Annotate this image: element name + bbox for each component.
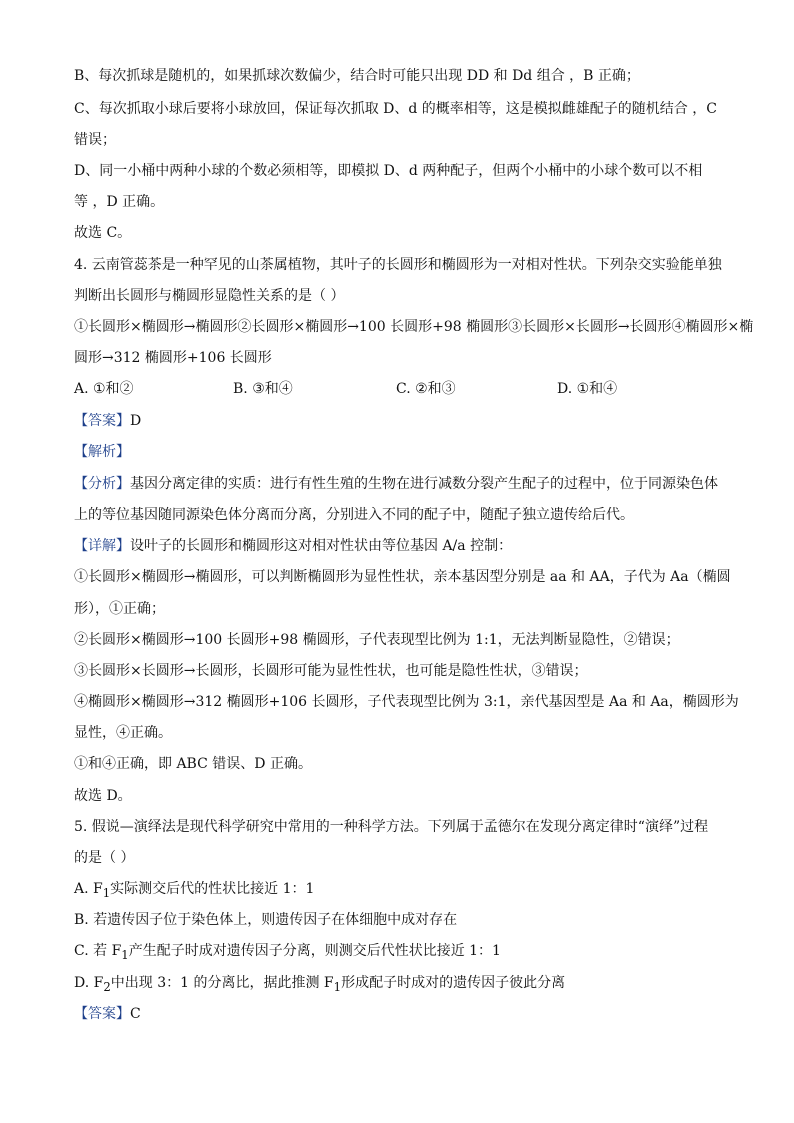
text-line: ②长圆形×椭圆形→100 长圆形+98 椭圆形，子代表现型比例为 1:1，无法判断显隐性，②错误； bbox=[74, 632, 680, 648]
q5-option-c: C. 若 $F_1$产生配子时成对遗传因子分离，则测交后代性状比接近 1：1 bbox=[74, 943, 501, 962]
text-line: D、同一小桶中两种小球的个数必须相等，即模拟 D、d 两种配子，但两个小桶中的小球个数可以不相 bbox=[74, 163, 703, 179]
question-5-stem: 5. 假说—演绎法是现代科学研究中常用的一种科学方法。下列属于孟德尔在发现分离定律时“演绎”过程 bbox=[74, 819, 709, 835]
text-line: ①和④正确，即 ABC 错误、D 正确。 bbox=[74, 756, 312, 772]
q4-analysis-heading bbox=[74, 443, 130, 461]
q5-option-d: D. $F_2$中出现 3：1 的分离比，据此推测 $F_1$形成配子时成对的遗传因子彼此分离 bbox=[74, 975, 566, 994]
question-5-stem-cont: 的是（ ） bbox=[74, 850, 135, 866]
answer-tag: 【答案】 bbox=[74, 413, 130, 429]
q4-option-a: A. ①和② bbox=[74, 381, 134, 397]
text-line: ④椭圆形×椭圆形→312 椭圆形+106 长圆形，子代表现型比例为 3:1，亲代基因型是 Aa 和 Aa，椭圆形为 bbox=[74, 694, 739, 710]
text-line: 显性，④正确。 bbox=[74, 725, 172, 741]
q4-answer-line bbox=[74, 412, 141, 430]
question-4-stem-cont: 判断出长圆形与椭圆形显隐性关系的是（ ） bbox=[74, 288, 345, 304]
q4-detail-line bbox=[74, 537, 512, 555]
text-line: 形），①正确； bbox=[74, 601, 165, 617]
answer-value: C bbox=[130, 1006, 141, 1022]
text-line: 错误； bbox=[74, 132, 116, 148]
analysis-tag: 【解析】 bbox=[74, 444, 130, 460]
q5-answer-line bbox=[74, 1005, 141, 1023]
q5-option-a: A. $F_1$实际测交后代的性状比接近 1：1 bbox=[74, 881, 315, 900]
q4-option-c: C. ②和③ bbox=[396, 381, 456, 397]
question-4-crosses-cont: 圆形→312 椭圆形+106 长圆形 bbox=[74, 350, 272, 366]
analysis-text: 基因分离定律的实质：进行有性生殖的生物在进行减数分裂产生配子的过程中，位于同源染色体 bbox=[130, 476, 718, 492]
detail-tag: 【详解】 bbox=[74, 538, 130, 554]
text-line: C、每次抓取小球后要将小球放回，保证每次抓取 D、d 的概率相等，这是模拟雌雄配子的随机结合 ，C bbox=[74, 101, 717, 117]
question-4-crosses: ①长圆形×椭圆形→椭圆形②长圆形×椭圆形→100 长圆形+98 椭圆形③长圆形×长圆形→长圆形④椭圆形×椭 bbox=[74, 319, 754, 335]
q4-option-d: D. ①和④ bbox=[557, 381, 618, 397]
text-line: ③长圆形×长圆形→长圆形，长圆形可能为显性性状，也可能是隐性性状，③错误； bbox=[74, 663, 588, 679]
text-line: ①长圆形×椭圆形→椭圆形，可以判断椭圆形为显性性状，亲本基因型分别是 aa 和 AA，子代为 Aa（椭圆 bbox=[74, 569, 731, 585]
text-line: 等 ，D 正确。 bbox=[74, 194, 165, 210]
analysis-sub-tag: 【分析】 bbox=[74, 476, 130, 492]
q4-analysis-line bbox=[74, 475, 718, 493]
q5-option-b: B. 若遗传因子位于染色体上，则遗传因子在体细胞中成对存在 bbox=[74, 912, 458, 928]
q4-option-b: B. ③和④ bbox=[233, 381, 293, 397]
detail-text: 设叶子的长圆形和椭圆形这对相对性状由等位基因 A/a 控制： bbox=[130, 538, 513, 554]
text-line: 故选 C。 bbox=[74, 225, 132, 241]
text-line: 故选 D。 bbox=[74, 788, 132, 804]
question-4-stem: 4. 云南管蕊茶是一种罕见的山茶属植物，其叶子的长圆形和椭圆形为一对相对性状。下列杂交实验能单独 bbox=[74, 257, 722, 273]
text-line: B、每次抓球是随机的，如果抓球次数偏少，结合时可能只出现 DD 和 Dd 组合 ，B 正确； bbox=[74, 68, 640, 84]
answer-value: D bbox=[130, 413, 142, 429]
text-line: 上的等位基因随同源染色体分离而分离，分别进入不同的配子中，随配子独立遗传给后代。 bbox=[74, 507, 634, 523]
answer-tag: 【答案】 bbox=[74, 1006, 130, 1022]
